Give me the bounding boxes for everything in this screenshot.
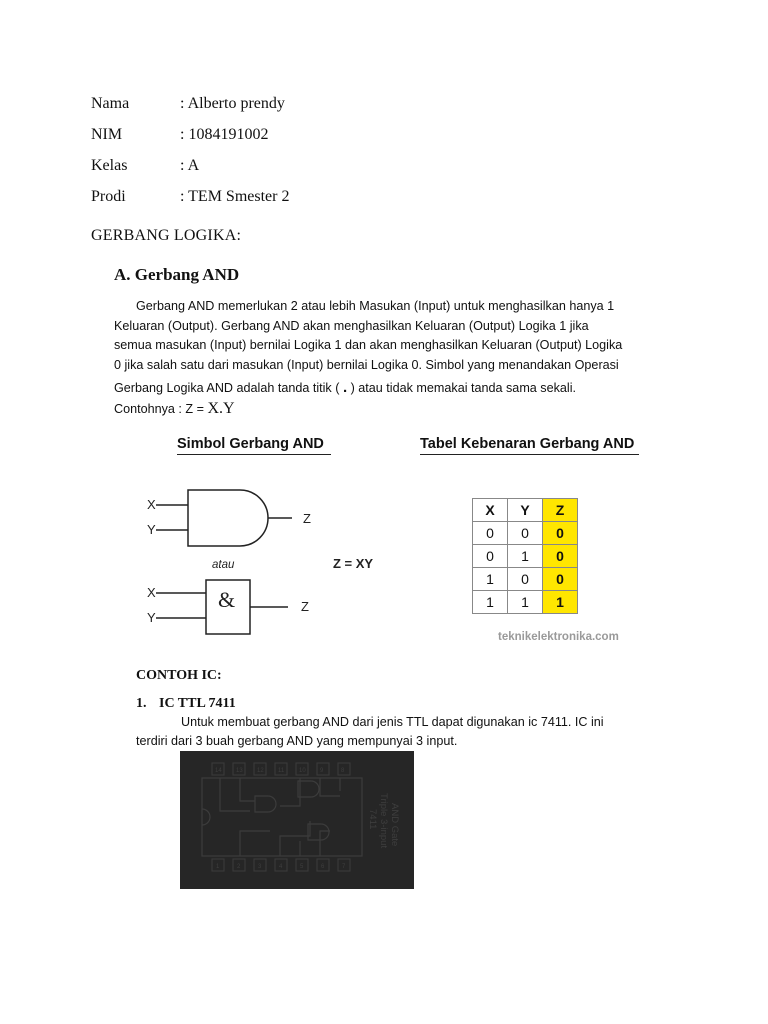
- input-y-label: Y: [147, 522, 156, 537]
- ic-pin-number: 1: [216, 864, 220, 870]
- table-row: [473, 522, 578, 545]
- ic-pin-number: 4: [279, 864, 283, 870]
- ic-pin-number: 9: [320, 768, 324, 774]
- identity-label: Nama: [91, 95, 130, 112]
- chip-label-part: 7411: [367, 809, 378, 830]
- section-a-title: A. Gerbang AND: [114, 265, 240, 284]
- identity-value: : 1084191002: [180, 126, 269, 143]
- output-z-label: Z: [303, 511, 311, 526]
- section-a-paragraph: [114, 297, 674, 419]
- cell: 0: [473, 522, 508, 545]
- symbol-title: Simbol Gerbang AND: [177, 436, 324, 452]
- ic-7411-pinout-image: [180, 751, 414, 889]
- input-x-label: X: [147, 497, 156, 512]
- ic-pin-number: 8: [341, 768, 345, 774]
- cell: 1: [508, 591, 543, 614]
- atau-label: atau: [212, 559, 235, 571]
- cell: 1: [473, 591, 508, 614]
- identity-value: : Alberto prendy: [180, 95, 285, 112]
- ic-pin-number: 7: [342, 864, 346, 870]
- header-z: Z: [543, 499, 578, 522]
- input-x-label: X: [147, 585, 156, 600]
- ic-pin-number: 14: [215, 768, 222, 774]
- table-title: Tabel Kebenaran Gerbang AND: [420, 436, 635, 452]
- ic-description: [136, 713, 604, 751]
- paragraph-line: semua masukan (Input) bernilai Logika 1 dan akan menghasilkan Keluaran (Output) Logika: [114, 338, 623, 352]
- dot-symbol: .: [342, 379, 348, 396]
- ic-pin-number: 11: [278, 768, 285, 774]
- ic-pin-number: 2: [237, 864, 241, 870]
- ic-pin-number: 10: [299, 768, 306, 774]
- identity-label: NIM: [91, 126, 123, 143]
- ic-pin-number: 6: [321, 864, 325, 870]
- cell-output: 0: [543, 522, 578, 545]
- cell-output: 0: [543, 568, 578, 591]
- ic-item-title: [136, 696, 236, 712]
- ic-pin-number: 3: [258, 864, 262, 870]
- ic-item-number: 1.: [136, 696, 147, 711]
- identity-value: : A: [180, 157, 200, 174]
- identity-label: Kelas: [91, 157, 128, 174]
- line5-post: ) atau tidak memakai tanda sama sekali.: [350, 381, 577, 395]
- example-line: [114, 399, 674, 420]
- paragraph-line: [114, 378, 674, 399]
- example-prefix: Contohnya : Z =: [114, 401, 208, 416]
- ampersand-symbol: &: [218, 587, 236, 612]
- main-heading: GERBANG LOGIKA:: [91, 227, 242, 244]
- paragraph-line: Keluaran (Output). Gerbang AND akan menghasilkan Keluaran (Output) Logika 1 jika: [114, 318, 589, 333]
- cell: 1: [508, 545, 543, 568]
- paragraph-line: 0 jika salah satu dari masukan (Input) bernilai Logika 0. Simbol yang menandakan Operasi: [114, 357, 619, 372]
- symbol-title-underline: [177, 454, 331, 455]
- and-gate-ansi-shape: [188, 490, 268, 546]
- cell-output: 1: [543, 591, 578, 614]
- header-x: X: [473, 499, 508, 522]
- table-row: [473, 591, 578, 614]
- header-y: Y: [508, 499, 543, 522]
- table-row: [473, 545, 578, 568]
- chip-label-desc2: AND Gate: [389, 803, 400, 847]
- watermark: teknikelektronika.com: [498, 631, 619, 643]
- cell: 0: [508, 568, 543, 591]
- ic-pin-number: 5: [300, 864, 304, 870]
- example-expression: X.Y: [207, 399, 235, 417]
- table-title-underline: [420, 454, 639, 455]
- input-y-label: Y: [147, 610, 156, 625]
- ic-desc-line: terdiri dari 3 buah gerbang AND yang mempunyai 3 input.: [136, 734, 458, 748]
- cell: 0: [508, 522, 543, 545]
- cell: 1: [473, 568, 508, 591]
- output-z-label: Z: [301, 599, 309, 614]
- ic-desc-line: Untuk membuat gerbang AND dari jenis TTL dapat digunakan ic 7411. IC ini: [181, 715, 604, 729]
- cell-output: 0: [543, 545, 578, 568]
- ic-pin-number: 13: [236, 768, 243, 774]
- identity-value: : TEM Smester 2: [180, 188, 290, 205]
- line5-pre: Gerbang Logika AND adalah tanda titik (: [114, 381, 340, 395]
- identity-label: Prodi: [91, 188, 126, 205]
- and-gate-diagram: [130, 470, 460, 640]
- cell: 0: [473, 545, 508, 568]
- chip-label-desc: Triple 3-input: [378, 793, 389, 849]
- ic-pin-number: 12: [257, 768, 264, 774]
- table-row: [473, 568, 578, 591]
- truth-table-header: [473, 499, 578, 522]
- ic-item-name: IC TTL 7411: [159, 696, 236, 711]
- paragraph-line: Gerbang AND memerlukan 2 atau lebih Masukan (Input) untuk menghasilkan hanya 1: [136, 299, 615, 313]
- equation-label: Z = XY: [333, 556, 374, 571]
- truth-table: [472, 498, 578, 614]
- contoh-ic-heading: CONTOH IC:: [136, 668, 222, 683]
